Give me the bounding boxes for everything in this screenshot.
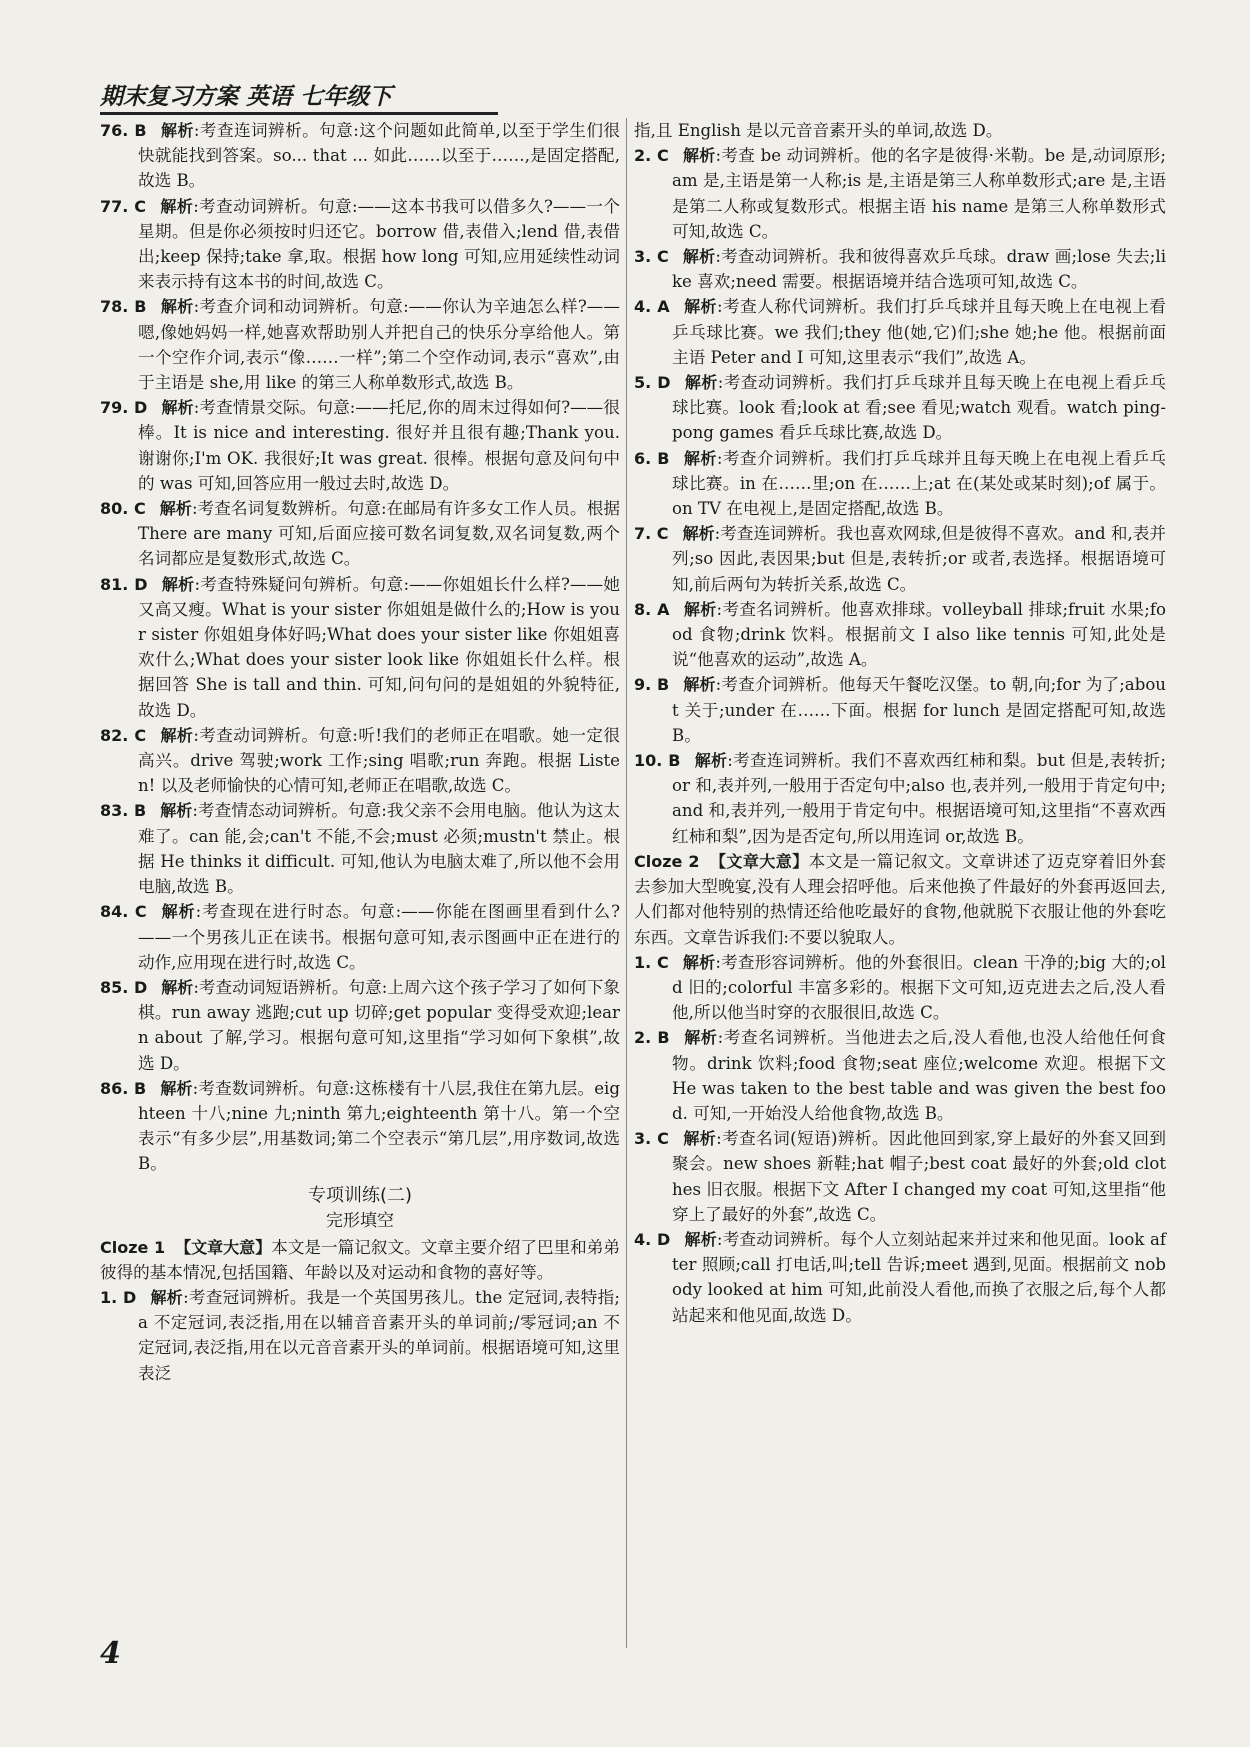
- answer-entry: [100, 118, 620, 194]
- analysis-text: :考查动词短语辨析。句意:上周六这个孩子学习了如何下象棋。run away 逃跑;cut up 切碎;get popular 变得受欢迎;learn about 了解,学习。根据句意可知,这里指“学习如何下象棋”,故选 D。: [138, 977, 620, 1073]
- answer-number: 82. C: [100, 725, 147, 745]
- analysis-tag: 解析: [682, 146, 716, 166]
- cloze2-title: Cloze 2: [634, 851, 700, 871]
- answer-entry: [634, 521, 1166, 597]
- answer-number: 83. B: [100, 801, 147, 821]
- analysis-tag: 解析: [160, 801, 193, 821]
- cloze1-answers: [634, 143, 1166, 849]
- analysis-text: :考查介词辨析。我们打乒乓球并且每天晚上在电视上看乒乓球比赛。in 在……里;on 在……上;at 在(某处或某时刻);of 属于。on TV 在电视上,是固定搭配,故选 B。: [672, 448, 1166, 519]
- answer-number: 78. B: [100, 297, 147, 317]
- answer-number: 2. B: [634, 1028, 670, 1048]
- answer-entry: [634, 294, 1166, 370]
- answer-entry: [100, 1076, 620, 1177]
- answer-number: 4. D: [634, 1229, 671, 1249]
- answer-entry: [634, 446, 1166, 522]
- analysis-tag: 解析: [682, 524, 715, 544]
- answer-entry: [100, 899, 620, 975]
- analysis-tag: 解析: [683, 448, 717, 468]
- analysis-text: :考查情态动词辨析。句意:我父亲不会用电脑。他认为这太难了。can 能,会;can't 不能,不会;must 必须;mustn't 禁止。根据 He thinks it difficult. 可知,他认为电脑太难了,所以他不会用电脑,故选 B。: [138, 801, 620, 897]
- answer-number: 7. C: [634, 524, 669, 544]
- answer-entry: [634, 1126, 1166, 1227]
- column-divider: [626, 118, 627, 1648]
- cloze1-item-1: [100, 1285, 620, 1386]
- analysis-tag: 解析: [682, 247, 716, 267]
- analysis-text: :考查介词辨析。他每天午餐吃汉堡。to 朝,向;for 为了;about 关于;under 在……下面。根据 for lunch 是固定搭配可知,故选 B。: [672, 675, 1166, 745]
- analysis-text: :考查动词辨析。句意:——这本书我可以借多久?——一个星期。但是你必须按时归还它。borrow 借,表借入;lend 借,表借出;keep 保持;take 拿,取。根据 how long 可知,应用延续性动词来表示持有这本书的时间,故选 C。: [138, 196, 620, 292]
- answer-entry: [100, 798, 620, 899]
- analysis-text: :考查名词辨析。他喜欢排球。volleyball 排球;fruit 水果;food 食物;drink 饮料。根据前文 I also like tennis 可知,此处是说“他喜欢的运动”,故选 A。: [672, 599, 1166, 670]
- answer-entry: [634, 950, 1166, 1026]
- analysis-text: :考查动词辨析。我和彼得喜欢乒乓球。draw 画;lose 失去;like 喜欢;need 需要。根据语境并结合选项可知,故选 C。: [672, 247, 1167, 292]
- cloze1-title: Cloze 1: [100, 1237, 166, 1257]
- analysis-text: :考查动词辨析。句意:听!我们的老师正在唱歌。她一定很高兴。drive 驾驶;work 工作;sing 唱歌;run 奔跑。根据 Listen! 以及老师愉快的心情可知,老师正在唱歌,故选 C。: [138, 725, 621, 796]
- analysis-tag: 解析: [160, 196, 194, 216]
- analysis-text: :考查情景交际。句意:——托尼,你的周末过得如何?——很棒。It is nice and interesting. 很好并且很有趣;Thank you. 谢谢你;I'm OK. 我很好;It was great. 很棒。根据句意及问句中的 was 可知,回答应用一般过去时,故选 D。: [138, 398, 620, 493]
- cloze2-tag: 【文章大意】: [709, 851, 809, 871]
- answer-number: 3. C: [634, 247, 669, 267]
- analysis-text: :考查数词辨析。句意:这栋楼有十八层,我住在第九层。eighteen 十八;nine 九;ninth 第九;eighteenth 第十八。第一个空表示“有多少层”,用基数词;第二个空表示“第几层”,用序数词,故选 B。: [138, 1078, 620, 1174]
- answer-number: 80. C: [100, 499, 146, 519]
- cloze1-item-1-number: 1. D: [100, 1287, 137, 1307]
- analysis-tag: 解析: [160, 725, 194, 745]
- answer-number: 8. A: [634, 599, 670, 619]
- analysis-tag: 解析: [683, 1028, 718, 1048]
- answer-number: 77. C: [100, 196, 147, 216]
- answer-entry: [100, 975, 620, 1076]
- cloze2-answers: [634, 950, 1166, 1328]
- analysis-tag: 解析: [160, 121, 194, 140]
- analysis-text: :考查现在进行时态。句意:——你能在图画里看到什么?——一个男孩儿正在读书。根据句意可知,表示图画中正在进行的动作,应用现在进行时,故选 C。: [138, 902, 621, 972]
- answer-entry: [100, 572, 620, 723]
- section-subtitle: 完形填空: [326, 1210, 394, 1231]
- analysis-tag: 解析: [684, 1229, 717, 1249]
- cloze1-text: 本文是一篇记叙文。文章主要介绍了巴里和弟弟彼得的基本情况,包括国籍、年龄以及对运动和食物的喜好等。: [100, 1237, 620, 1282]
- analysis-text: :考查名词复数辨析。句意:在邮局有许多女工作人员。根据 There are many 可知,后面应接可数名词复数,双名词复数,两个名词都应是复数形式,故选 C。: [138, 499, 620, 569]
- analysis-tag: 解析: [161, 574, 195, 594]
- answer-entry: [100, 395, 620, 496]
- analysis-tag: 解析: [684, 373, 718, 393]
- analysis-tag: 解析: [683, 599, 717, 619]
- answer-number: 86. B: [100, 1078, 147, 1098]
- answer-entry: [100, 723, 620, 799]
- analysis-text: :考查连词辨析。我也喜欢网球,但是彼得不喜欢。and 和,表并列;so 因此,表因果;but 但是,表转折;or 或者,表选择。根据语境可知,前后两句为转折关系,故选 C。: [672, 524, 1166, 594]
- answer-entry: [634, 244, 1166, 294]
- analysis-tag: 解析: [159, 499, 192, 519]
- analysis-tag: 解析: [160, 1078, 193, 1098]
- answer-entry: [100, 294, 620, 395]
- answer-number: 76. B: [100, 121, 147, 140]
- answer-number: 9. B: [634, 675, 670, 695]
- analysis-text: :考查动词辨析。我们打乒乓球并且每天晚上在电视上看乒乓球比赛。look 看;look at 看;see 看见;watch 观看。watch ping-pong games 看乒乓球比赛,故选 D。: [672, 373, 1166, 443]
- cloze1-item-1-tag: 解析: [150, 1287, 184, 1307]
- answer-entry: [100, 496, 620, 572]
- analysis-text: :考查名词辨析。当他进去之后,没人看他,也没人给他任何食物。drink 饮料;food 食物;seat 座位;welcome 欢迎。根据下文 He was taken to the best table and was given the best food. 可知,一开始没人给他食物,故选 B。: [672, 1028, 1166, 1123]
- continuation-text: 指,且 English 是以元音音素开头的单词,故选 D。: [634, 121, 1003, 140]
- analysis-text: :考查动词辨析。每个人立刻站起来并过来和他见面。look after 照顾;call 打电话,叫;tell 告诉;meet 遇到,见面。根据前文 nobody looked at him 可知,此前没人看他,而换了衣服之后,每个人都站起来和他见面,故选 D。: [672, 1229, 1166, 1325]
- answer-number: 5. D: [634, 373, 671, 393]
- answer-number: 1. C: [634, 952, 669, 972]
- analysis-tag: 解析: [161, 398, 194, 418]
- answer-entry: [634, 1227, 1166, 1328]
- answer-entry: [634, 597, 1166, 673]
- analysis-tag: 解析: [682, 952, 716, 972]
- analysis-tag: 解析: [160, 902, 196, 922]
- analysis-text: :考查连词辨析。我们不喜欢西红柿和梨。but 但是,表转折;or 和,表并列,一般用于否定句中;also 也,表并列,一般用于肯定句中;and 和,表并列,一般用于肯定句中。根据语境可知,这里指“不喜欢西红柿和梨”,因为是否定句,所以用连词 or,故选 B。: [672, 751, 1166, 846]
- answer-number: 6. B: [634, 448, 670, 468]
- section-title: 专项训练(二): [307, 1184, 413, 1206]
- analysis-tag: 解析: [694, 751, 728, 771]
- analysis-text: :考查特殊疑问句辨析。句意:——你姐姐长什么样?——她又高又瘦。What is your sister 你姐姐是做什么的;How is your sister 你姐姐身体好吗;What does your sister like 你姐姐喜欢什么;What does your sister look like 你姐姐长什么样。根据回答 She is tall and thin. 可知,问句问的是姐姐的外貌特征,故选 D。: [138, 574, 620, 720]
- page-header: 期末复习方案 英语 七年级下: [100, 82, 498, 115]
- cloze1-summary: [100, 1235, 620, 1285]
- analysis-text: :考查 be 动词辨析。他的名字是彼得·米勒。be 是,动词原形;am 是,主语是第一人称;is 是,主语是第三人称单数形式;are 是,主语是第二人称或复数形式。根据主语 his name 是第三人称单数形式可知,故选 C。: [672, 146, 1166, 241]
- left-entries: [100, 118, 620, 1177]
- analysis-tag: 解析: [160, 297, 194, 317]
- answer-number: 3. C: [634, 1129, 669, 1149]
- analysis-tag: 解析: [683, 297, 718, 317]
- analysis-text: :考查形容词辨析。他的外套很旧。clean 干净的;big 大的;old 旧的;colorful 丰富多彩的。根据下文可知,迈克进去之后,没人看他,所以他当时穿的衣服很旧,故选 C。: [672, 952, 1166, 1023]
- left-column: [100, 118, 620, 1386]
- answer-number: 84. C: [100, 902, 147, 922]
- answer-entry: [634, 143, 1166, 244]
- answer-number: 4. A: [634, 297, 670, 317]
- answer-entry: [634, 748, 1166, 849]
- answer-number: 81. D: [100, 574, 148, 594]
- answer-entry: [100, 194, 620, 295]
- right-column: [634, 118, 1166, 1328]
- analysis-tag: 解析: [682, 1129, 717, 1149]
- analysis-text: :考查介词和动词辨析。句意:——你认为辛迪怎么样?——嗯,像她妈妈一样,她喜欢帮助别人并把自己的快乐分享给他人。第一个空作介词,表示“像……一样”;第二个空作动词,表示“喜欢”,由于主语是 she,用 like 的第三人称单数形式,故选 B。: [138, 297, 620, 393]
- answer-entry: [634, 672, 1166, 748]
- cloze2-text: 本文是一篇记叙文。文章讲述了迈克穿着旧外套去参加大型晚宴,没有人理会招呼他。后来他换了件最好的外套再返回去,人们都对他特别的热情还给他吃最好的食物,他就脱下衣服让他的外套吃东西。文章告诉我们:不要以貌取人。: [634, 851, 1166, 947]
- answer-entry: [634, 370, 1166, 446]
- answer-number: 79. D: [100, 398, 148, 418]
- cloze1-item-1-text: :考查冠词辨析。我是一个英国男孩儿。the 定冠词,表特指;a 不定冠词,表泛指,用在以辅音音素开头的单词前;/零冠词;an 不定冠词,表泛指,用在以元音音素开头的单词前。根据语境可知,这里表泛: [138, 1287, 621, 1383]
- answer-number: 85. D: [100, 977, 148, 997]
- analysis-tag: 解析: [683, 675, 716, 695]
- analysis-text: :考查连词辨析。句意:这个问题如此简单,以至于学生们很快就能找到答案。so... that ... 如此……以至于……,是固定搭配,故选 B。: [138, 121, 620, 191]
- analysis-text: :考查名词(短语)辨析。因此他回到家,穿上最好的外套又回到聚会。new shoes 新鞋;hat 帽子;best coat 最好的外套;old clothes 旧衣服。根据下文 After I changed my coat 可知,这里指“他穿上了最好的外套”,故选 C。: [672, 1129, 1166, 1224]
- analysis-text: :考查人称代词辨析。我们打乒乓球并且每天晚上在电视上看乒乓球比赛。we 我们;they 他(她,它)们;she 她;he 他。根据前面主语 Peter and I 可知,这里表示“我们”,故选 A。: [672, 297, 1166, 367]
- cloze1-tag: 【文章大意】: [175, 1237, 272, 1257]
- answer-number: 2. C: [634, 146, 669, 166]
- page-number: 4: [100, 1636, 121, 1671]
- cloze2-summary: [634, 849, 1166, 950]
- answer-number: 10. B: [634, 751, 681, 771]
- answer-entry: [634, 1025, 1166, 1126]
- analysis-tag: 解析: [161, 977, 194, 997]
